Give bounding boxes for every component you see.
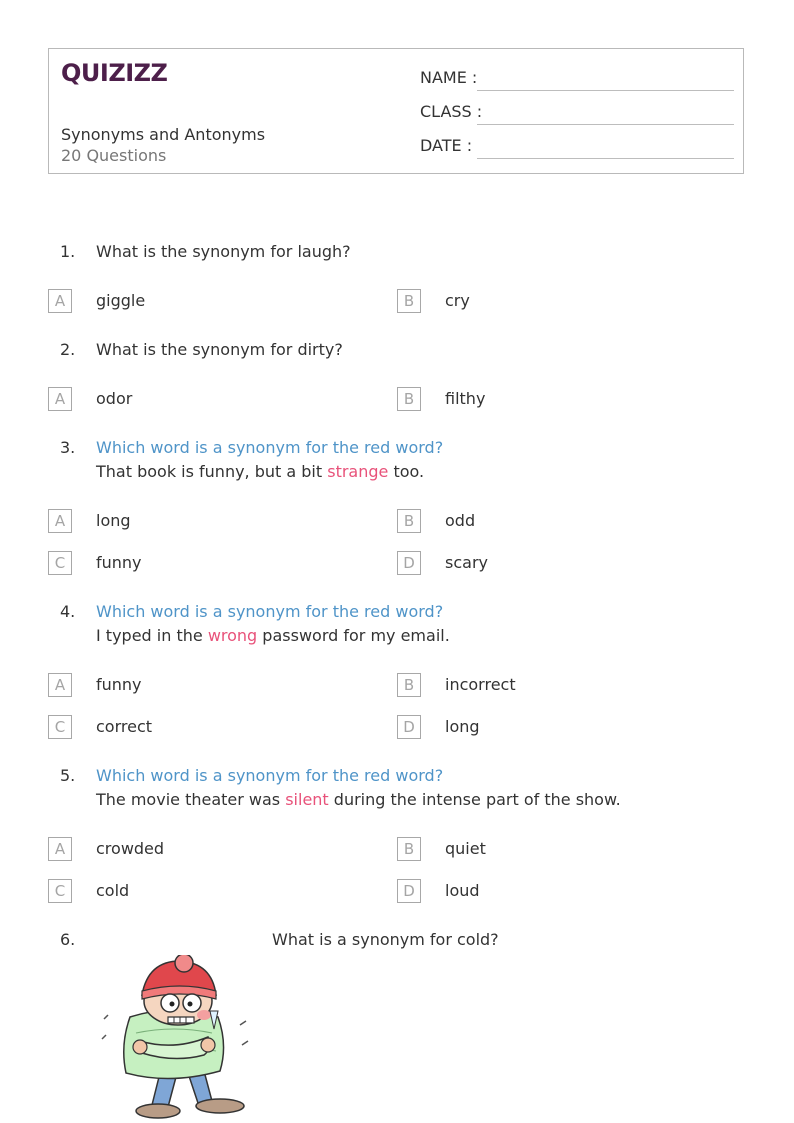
option-c-text[interactable]: funny bbox=[96, 553, 142, 572]
option-b-box[interactable]: B bbox=[397, 673, 421, 697]
option-a-box[interactable]: A bbox=[48, 509, 72, 533]
option-c-box[interactable]: C bbox=[48, 715, 72, 739]
option-b-box[interactable]: B bbox=[397, 289, 421, 313]
question-prompt: Which word is a synonym for the red word? bbox=[96, 602, 444, 621]
option-c-box[interactable]: C bbox=[48, 879, 72, 903]
option-a-text[interactable]: funny bbox=[96, 675, 142, 694]
option-a-text[interactable]: giggle bbox=[96, 291, 146, 310]
question-number: 1. bbox=[60, 242, 76, 261]
red-word: wrong bbox=[207, 626, 258, 645]
name-line[interactable] bbox=[477, 90, 734, 91]
red-word: strange bbox=[327, 462, 389, 481]
option-d-box[interactable]: D bbox=[397, 551, 421, 575]
shivering-person-icon bbox=[100, 955, 250, 1123]
question-count: 20 Questions bbox=[61, 146, 167, 165]
option-a-box[interactable]: A bbox=[48, 289, 72, 313]
option-b-text[interactable]: cry bbox=[445, 291, 470, 310]
option-d-box[interactable]: D bbox=[397, 879, 421, 903]
option-c-text[interactable]: correct bbox=[96, 717, 153, 736]
quizizz-logo bbox=[61, 59, 168, 87]
option-b-text[interactable]: filthy bbox=[445, 389, 486, 408]
question-text: What is a synonym for cold? bbox=[272, 930, 499, 949]
option-a-text[interactable]: long bbox=[96, 511, 131, 530]
question-sentence bbox=[96, 790, 621, 809]
question-sentence bbox=[96, 462, 424, 481]
option-a-text[interactable]: crowded bbox=[96, 839, 165, 858]
question-number: 2. bbox=[60, 340, 76, 359]
class-label: CLASS : bbox=[420, 102, 483, 121]
option-a-text[interactable]: odor bbox=[96, 389, 133, 408]
brand-wordmark: QUIZIZZ bbox=[61, 59, 168, 87]
class-line[interactable] bbox=[477, 124, 734, 125]
question-number: 5. bbox=[60, 766, 76, 785]
name-field[interactable] bbox=[420, 68, 734, 92]
sentence-start: I typed in the bbox=[96, 626, 208, 645]
option-b-box[interactable]: B bbox=[397, 509, 421, 533]
sentence-end: too. bbox=[388, 462, 425, 481]
option-d-box[interactable]: D bbox=[397, 715, 421, 739]
question-text: What is the synonym for laugh? bbox=[96, 242, 351, 261]
question-number: 3. bbox=[60, 438, 76, 457]
question-prompt: Which word is a synonym for the red word? bbox=[96, 438, 444, 457]
option-b-text[interactable]: incorrect bbox=[445, 675, 516, 694]
worksheet-header bbox=[48, 48, 744, 174]
option-d-text[interactable]: loud bbox=[445, 881, 480, 900]
worksheet-title: Synonyms and Antonyms bbox=[61, 125, 266, 144]
option-b-box[interactable]: B bbox=[397, 837, 421, 861]
date-field[interactable] bbox=[420, 136, 734, 160]
option-c-text[interactable]: cold bbox=[96, 881, 130, 900]
option-d-text[interactable]: long bbox=[445, 717, 480, 736]
option-b-text[interactable]: odd bbox=[445, 511, 476, 530]
option-b-box[interactable]: B bbox=[397, 387, 421, 411]
name-label: NAME : bbox=[420, 68, 478, 87]
option-b-text[interactable]: quiet bbox=[445, 839, 486, 858]
option-c-box[interactable]: C bbox=[48, 551, 72, 575]
sentence-start: The movie theater was bbox=[96, 790, 286, 809]
option-d-text[interactable]: scary bbox=[445, 553, 488, 572]
sentence-start: That book is funny, but a bit bbox=[96, 462, 328, 481]
option-a-box[interactable]: A bbox=[48, 387, 72, 411]
sentence-end: during the intense part of the show. bbox=[328, 790, 621, 809]
red-word: silent bbox=[285, 790, 329, 809]
question-prompt: Which word is a synonym for the red word? bbox=[96, 766, 444, 785]
date-line[interactable] bbox=[477, 158, 734, 159]
question-text: What is the synonym for dirty? bbox=[96, 340, 343, 359]
class-field[interactable] bbox=[420, 102, 734, 126]
question-sentence bbox=[96, 626, 450, 645]
option-a-box[interactable]: A bbox=[48, 673, 72, 697]
question-number: 4. bbox=[60, 602, 76, 621]
date-label: DATE : bbox=[420, 136, 473, 155]
option-a-box[interactable]: A bbox=[48, 837, 72, 861]
sentence-end: password for my email. bbox=[257, 626, 450, 645]
question-number: 6. bbox=[60, 930, 76, 949]
